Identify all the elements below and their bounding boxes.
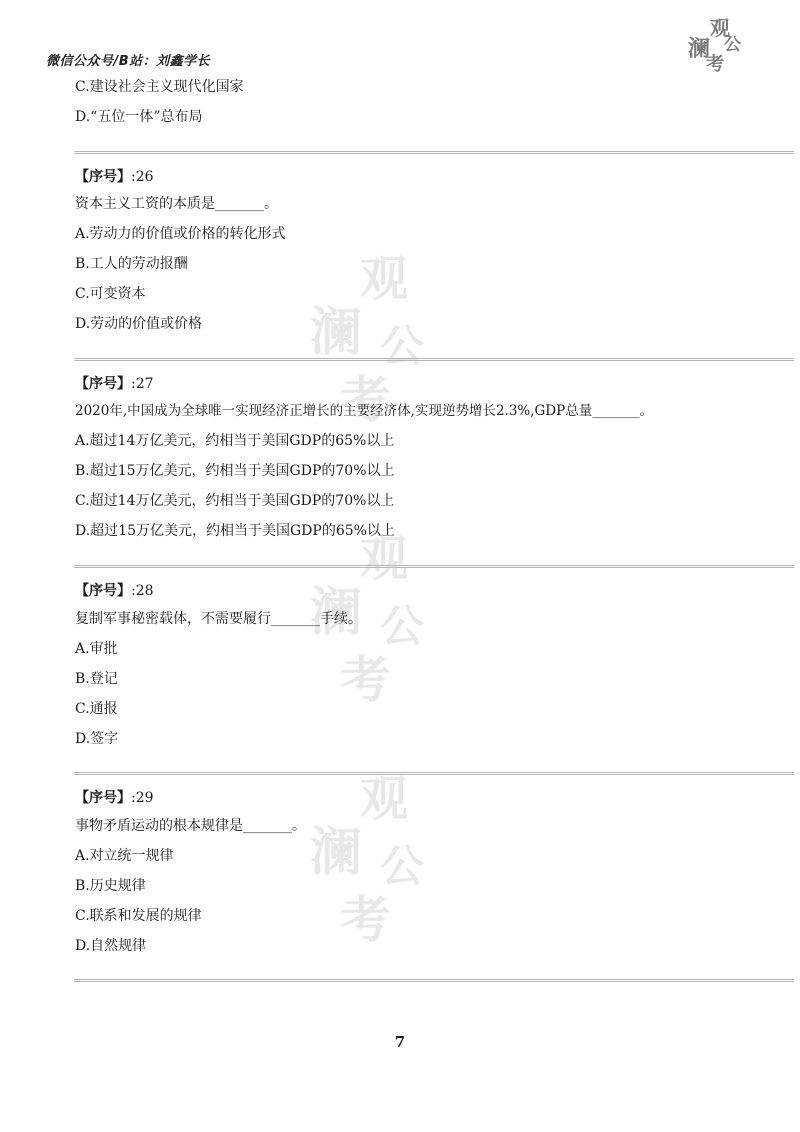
option-c: C.通报 <box>75 701 118 717</box>
header-source-text: 微信公众号/B站：刘鑫学长 <box>46 54 211 69</box>
question-label: 【序号】 <box>75 790 131 806</box>
question-label: 【序号】 <box>75 583 131 599</box>
logo-char-1: 观 <box>710 16 730 40</box>
watermark-char: 观 <box>360 771 409 827</box>
option-c: C.联系和发展的规律 <box>75 908 202 924</box>
watermark-char: 澜 <box>310 582 363 643</box>
question-number: :27 <box>131 376 154 392</box>
question-label: 【序号】 <box>75 169 131 185</box>
question-stem: 资本主义工资的本质是_______。 <box>75 196 278 212</box>
watermark-char: 公 <box>380 841 424 892</box>
option-b: B.登记 <box>75 671 118 687</box>
divider <box>74 151 794 154</box>
question-header <box>75 168 154 186</box>
option-a: A.审批 <box>75 641 118 657</box>
watermark-char: 公 <box>380 321 424 372</box>
carryover-option-c: C.建设社会主义现代化国家 <box>75 79 244 95</box>
question-header <box>75 789 154 807</box>
watermark-3 <box>300 760 450 990</box>
question-stem: 事物矛盾运动的根本规律是_______。 <box>75 818 306 834</box>
watermark-char: 考 <box>340 890 390 949</box>
question-number: :29 <box>131 790 154 806</box>
watermark-char: 考 <box>340 370 390 429</box>
option-b: B.工人的劳动报酬 <box>75 256 188 272</box>
divider <box>74 772 794 775</box>
carryover-option-d: D.“五位一体”总布局 <box>75 109 203 125</box>
watermark-char: 观 <box>360 251 409 307</box>
option-d: D.自然规律 <box>75 938 147 954</box>
option-c: C.可变资本 <box>75 286 146 302</box>
logo-char-3: 公 <box>724 35 741 55</box>
watermark-char: 观 <box>360 531 409 587</box>
divider <box>74 358 794 361</box>
watermark-char: 澜 <box>310 302 363 363</box>
watermark-char: 澜 <box>310 822 363 883</box>
option-b: B.历史规律 <box>75 878 146 894</box>
divider <box>74 565 794 568</box>
question-header <box>75 375 154 393</box>
logo-char-4: 考 <box>706 54 724 75</box>
logo-char-2: 澜 <box>688 36 711 62</box>
option-c: C.超过14万亿美元，约相当于美国GDP的70%以上 <box>75 493 395 509</box>
option-d: D.签字 <box>75 731 119 747</box>
option-a: A.劳动力的价值或价格的转化形式 <box>75 226 286 242</box>
watermark-2 <box>300 520 450 750</box>
question-number: :26 <box>131 169 154 185</box>
brand-logo <box>684 10 754 76</box>
page-number: 7 <box>394 1033 406 1051</box>
watermark-char: 公 <box>380 601 424 652</box>
divider <box>74 979 794 982</box>
option-a: A.超过14万亿美元，约相当于美国GDP的65%以上 <box>75 433 395 449</box>
question-number: :28 <box>131 583 154 599</box>
option-b: B.超过15万亿美元，约相当于美国GDP的70%以上 <box>75 463 395 479</box>
question-header <box>75 582 154 600</box>
option-d: D.超过15万亿美元，约相当于美国GDP的65%以上 <box>75 523 395 539</box>
option-d: D.劳动的价值或价格 <box>75 316 203 332</box>
question-stem: 2020年,中国成为全球唯一实现经济正增长的主要经济体,实现逆势增长2.3%,GDP总量_______。 <box>75 403 653 419</box>
question-stem: 复制军事秘密载体，不需要履行_______手续。 <box>75 611 362 627</box>
watermark-char: 考 <box>340 650 390 709</box>
option-a: A.对立统一规律 <box>75 848 174 864</box>
question-label: 【序号】 <box>75 376 131 392</box>
